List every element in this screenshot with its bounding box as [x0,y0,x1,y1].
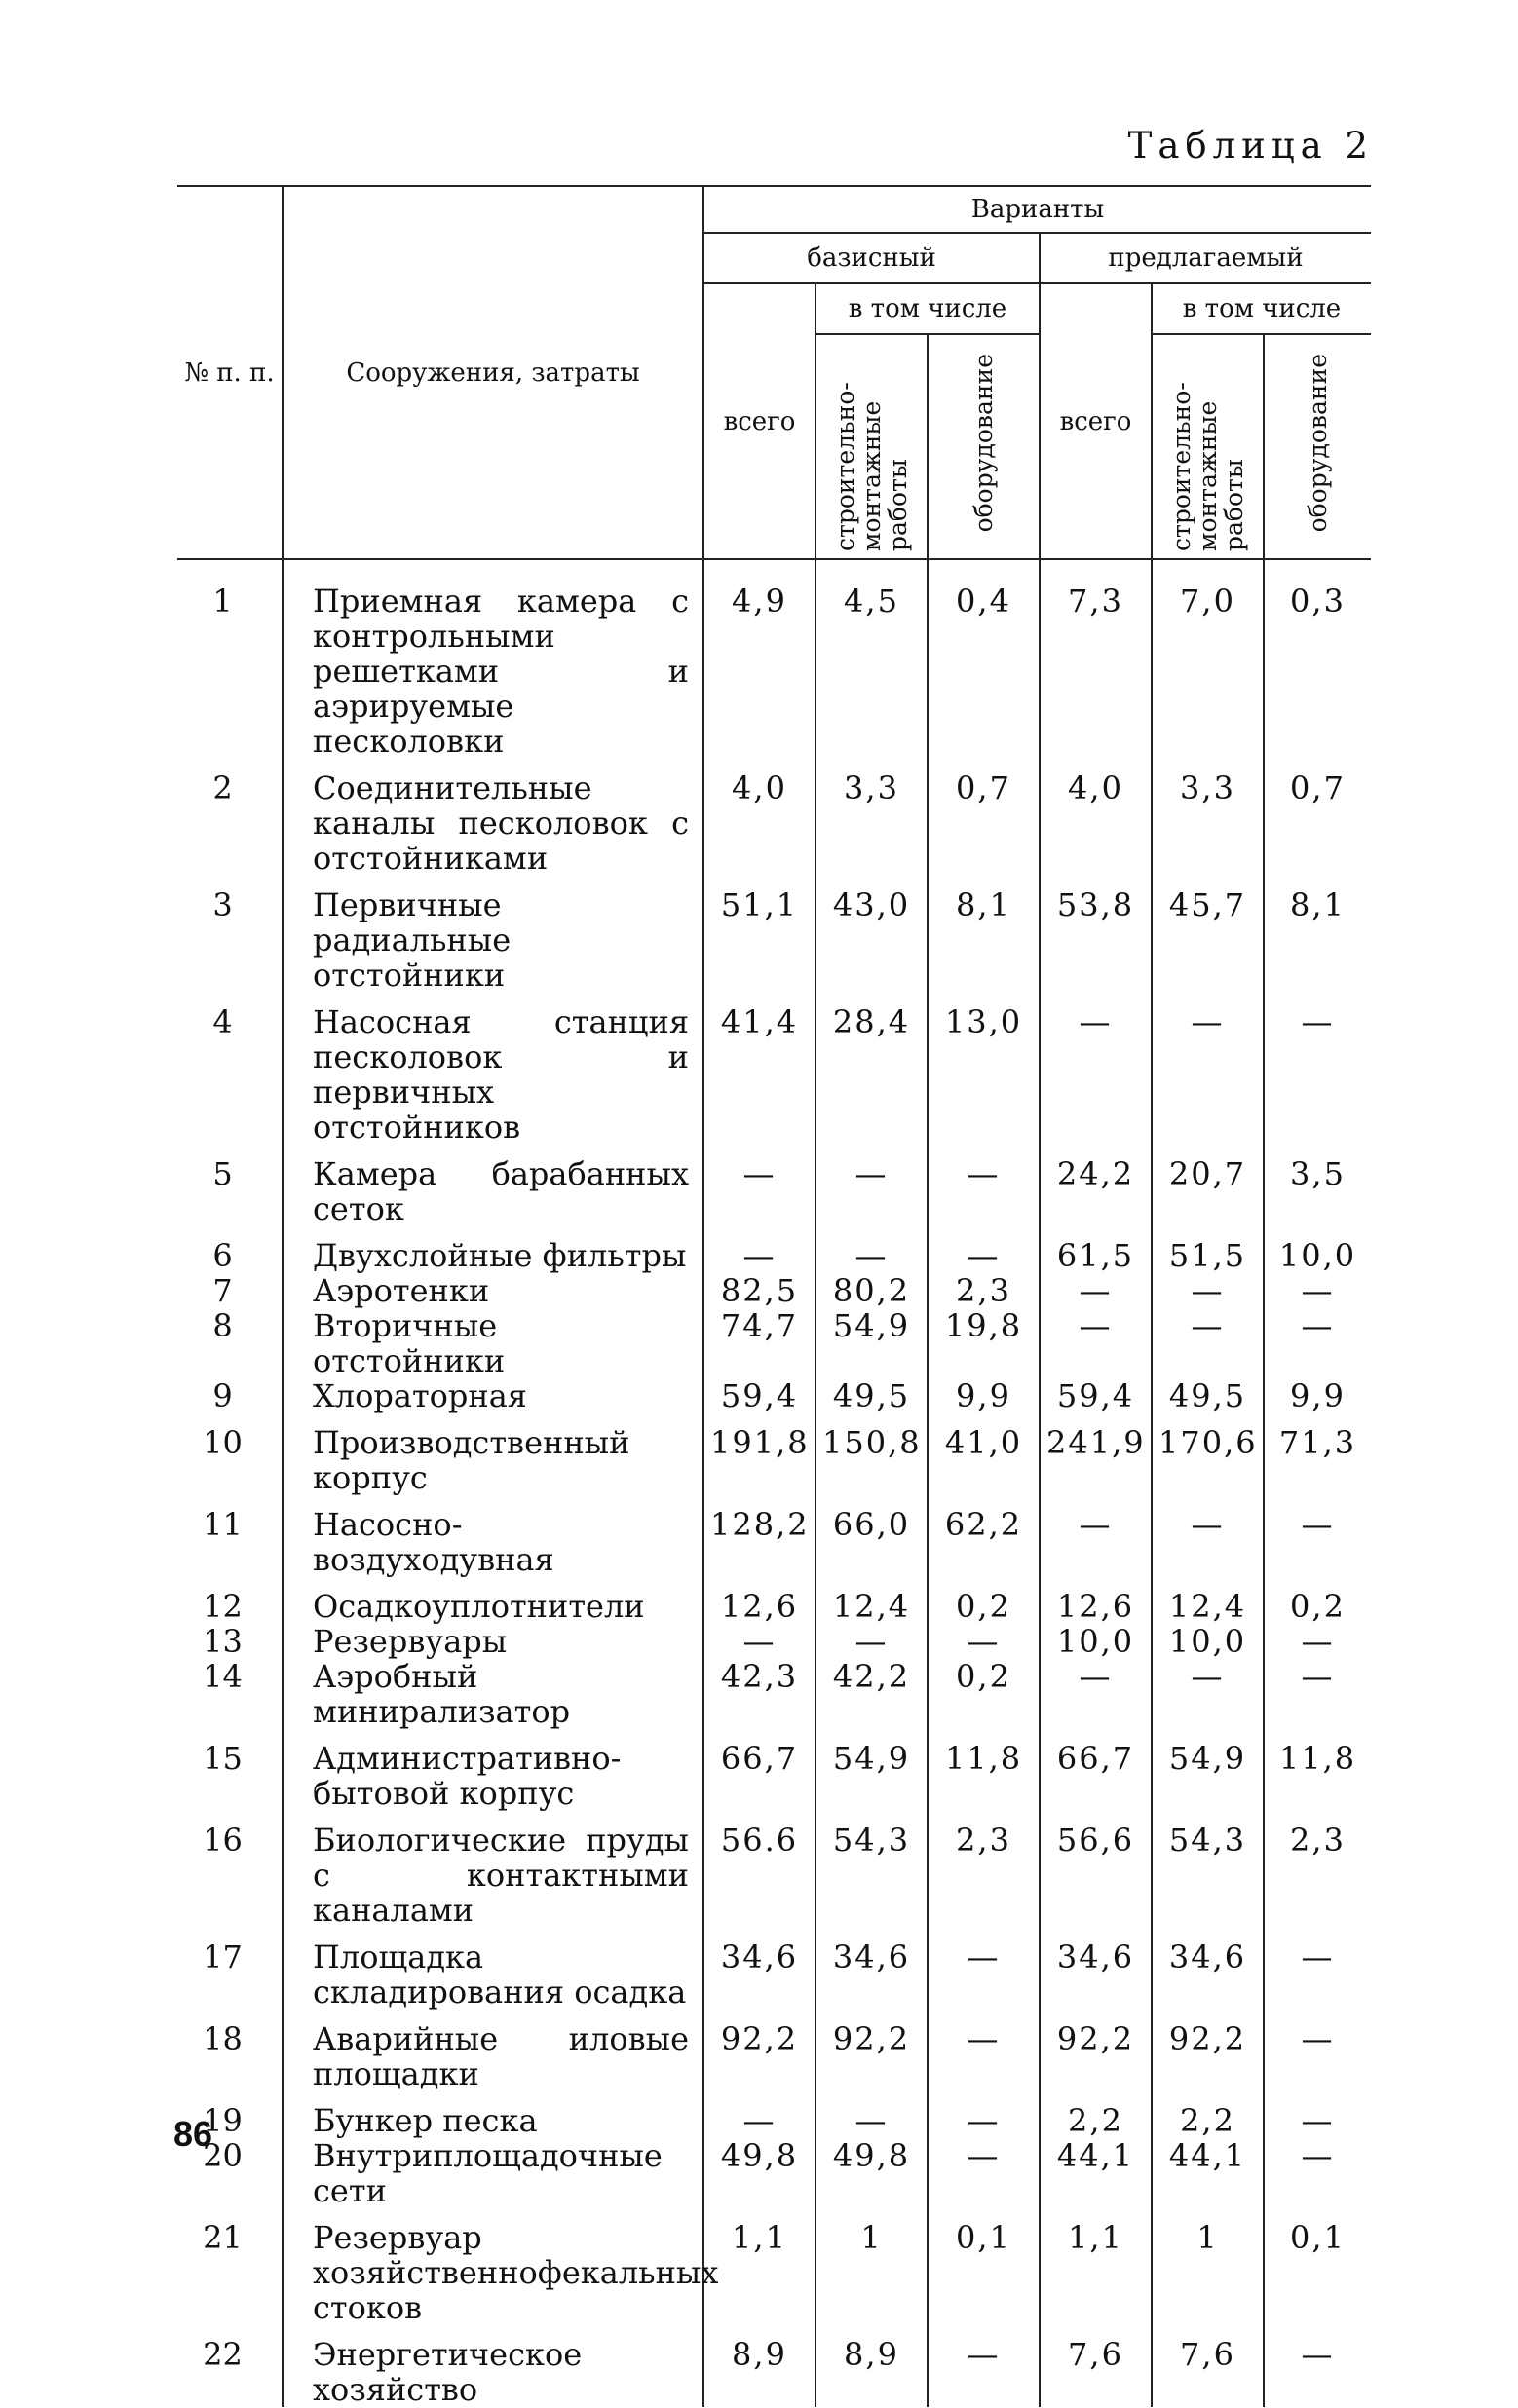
header-base-total: всего [703,283,816,559]
cell-b-eq: — [928,1226,1040,1273]
cell-b-cm: 80,2 [816,1273,928,1308]
cell-b-total: 41,4 [703,993,816,1145]
cell-b-eq: — [928,1928,1040,2010]
cell-p-eq: 8,1 [1264,876,1371,993]
row-name: Аэротенки [283,1273,703,1308]
table-row [177,2091,1371,2138]
row-number: 1 [212,583,233,620]
cell-b-cm: 28,4 [816,993,928,1145]
cell-p-total: — [1040,1495,1152,1577]
table-row [177,1811,1371,1928]
cell-p-total: 7,6 [1040,2325,1152,2407]
row-name: Аварийные иловые площадки [283,2010,703,2091]
cell-p-total: 241,9 [1040,1413,1152,1495]
cell-p-eq: — [1264,1928,1371,2010]
row-number: 14 [203,1658,243,1695]
cell-p-eq: — [1264,993,1371,1145]
row-name: Площадка складирования осадка [283,1928,703,2010]
header-proposed: предлагаемый [1040,233,1371,283]
cell-p-cm: 51,5 [1152,1226,1264,1273]
cell-b-total: — [703,1226,816,1273]
cell-p-eq: — [1264,1495,1371,1577]
costs-table [177,185,1371,2407]
cell-b-cm: 92,2 [816,2010,928,2091]
header-base-incl: в том числе [816,283,1040,334]
cell-p-cm: 20,7 [1152,1145,1264,1226]
row-number: 21 [203,2219,243,2256]
cell-b-cm: 12,4 [816,1577,928,1624]
cell-b-cm: 8,9 [816,2325,928,2407]
cell-b-total: 12,6 [703,1577,816,1624]
cell-p-eq: 10,0 [1264,1226,1371,1273]
cell-p-cm: — [1152,1273,1264,1308]
cell-b-cm: 49,5 [816,1378,928,1413]
row-number: 8 [212,1307,233,1344]
cell-p-total: — [1040,1308,1152,1378]
cell-b-eq: 8,1 [928,876,1040,993]
header-base-construction: строительно-монтажные работы [816,334,928,559]
cell-b-eq: 13,0 [928,993,1040,1145]
cell-p-cm: 7,6 [1152,2325,1264,2407]
cell-p-cm: 54,3 [1152,1811,1264,1928]
cell-b-total: — [703,1624,816,1659]
cell-b-eq: — [928,2138,1040,2208]
row-name: Приемная камера с контрольными решетками и аэрируемые песколовки [283,559,703,759]
cell-b-eq: — [928,1624,1040,1659]
cell-b-total: 42,3 [703,1659,816,1729]
cell-p-total: 61,5 [1040,1226,1152,1273]
row-name: Биологические пруды с контактными каналами [283,1811,703,1928]
row-number: 4 [212,1003,233,1040]
cell-b-eq: 0,4 [928,559,1040,759]
cell-p-total: 66,7 [1040,1729,1152,1811]
row-name: Осадкоуплотнители [283,1577,703,1624]
header-base: базисный [703,233,1040,283]
table-row [177,2325,1371,2407]
cell-p-eq: — [1264,2138,1371,2208]
table-caption: Таблица 2 [1127,125,1374,167]
row-number: 18 [203,2020,243,2057]
cell-b-eq: 19,8 [928,1308,1040,1378]
cell-p-total: 59,4 [1040,1378,1152,1413]
row-number: 11 [203,1506,243,1543]
cell-p-cm: 54,9 [1152,1729,1264,1811]
cell-b-total: 51,1 [703,876,816,993]
row-number: 20 [203,2137,243,2174]
table-row [177,1145,1371,1226]
row-number: 3 [212,886,233,923]
table-row [177,1308,1371,1378]
cell-p-cm: — [1152,1308,1264,1378]
cell-p-cm: 34,6 [1152,1928,1264,2010]
cell-b-eq: — [928,2091,1040,2138]
cell-b-total: 56.6 [703,1811,816,1928]
cell-b-cm: 42,2 [816,1659,928,1729]
cell-p-cm: 10,0 [1152,1624,1264,1659]
cell-b-cm: 54,3 [816,1811,928,1928]
row-number: 17 [203,1938,243,1975]
cell-b-total: 8,9 [703,2325,816,2407]
cell-b-cm: 49,8 [816,2138,928,2208]
cell-b-cm: 150,8 [816,1413,928,1495]
row-name: Производственный корпус [283,1413,703,1495]
cell-p-cm: 1 [1152,2208,1264,2325]
header-name: Сооружения, затраты [283,186,703,559]
table-row [177,1928,1371,2010]
table-row [177,876,1371,993]
cell-b-total: 191,8 [703,1413,816,1495]
table-row [177,1624,1371,1659]
table-row [177,2010,1371,2091]
row-number: 15 [203,1740,243,1777]
cell-p-cm: 170,6 [1152,1413,1264,1495]
cell-b-eq: — [928,2010,1040,2091]
header-proposed-equipment: оборудование [1264,334,1371,559]
cell-b-total: 82,5 [703,1273,816,1308]
table-row [177,2208,1371,2325]
cell-b-total: 34,6 [703,1928,816,2010]
table-row [177,1577,1371,1624]
cell-p-cm: 12,4 [1152,1577,1264,1624]
cell-p-eq: — [1264,2010,1371,2091]
cell-p-eq: 0,1 [1264,2208,1371,2325]
cell-p-eq: 71,3 [1264,1413,1371,1495]
cell-b-eq: 0,2 [928,1577,1040,1624]
cell-b-total: 1,1 [703,2208,816,2325]
cell-p-cm: 2,2 [1152,2091,1264,2138]
header-variants: Варианты [703,186,1371,233]
cell-p-total: 53,8 [1040,876,1152,993]
row-name: Насосно-воздуходувная [283,1495,703,1577]
cell-p-cm: — [1152,1495,1264,1577]
cell-p-total: — [1040,1273,1152,1308]
cell-b-total: 4,0 [703,759,816,876]
cell-p-eq: 9,9 [1264,1378,1371,1413]
row-name: Камера барабанных сеток [283,1145,703,1226]
table-row [177,559,1371,759]
cell-b-cm: — [816,1624,928,1659]
cell-b-cm: 66,0 [816,1495,928,1577]
cell-b-total: 66,7 [703,1729,816,1811]
cell-p-eq: 3,5 [1264,1145,1371,1226]
cell-p-total: — [1040,1659,1152,1729]
table-row [177,1729,1371,1811]
row-name: Соединительные каналы песколовок с отстойниками [283,759,703,876]
cell-p-cm: — [1152,993,1264,1145]
header-proposed-incl: в том числе [1152,283,1371,334]
row-name: Насосная станция песколовок и первичных отстойников [283,993,703,1145]
cell-b-total: 59,4 [703,1378,816,1413]
table-row [177,1226,1371,1273]
cell-p-cm: 49,5 [1152,1378,1264,1413]
page-number: 86 [173,2114,213,2154]
cell-p-total: — [1040,993,1152,1145]
cell-b-total: 49,8 [703,2138,816,2208]
row-number: 9 [212,1377,233,1414]
row-name: Вторичные отстойники [283,1308,703,1378]
row-name: Аэробный минирализатор [283,1659,703,1729]
cell-p-eq: 0,7 [1264,759,1371,876]
cell-p-cm: 44,1 [1152,2138,1264,2208]
cell-b-cm: — [816,1145,928,1226]
row-name: Первичные радиальные отстойники [283,876,703,993]
table-header [177,186,1371,559]
row-number: 5 [212,1155,233,1192]
cell-b-cm: 43,0 [816,876,928,993]
cell-b-total: — [703,1145,816,1226]
table-row [177,2138,1371,2208]
row-number: 13 [203,1623,243,1660]
row-number: 12 [203,1588,243,1625]
cell-b-cm: 54,9 [816,1308,928,1378]
row-number: 10 [203,1424,243,1461]
cell-b-eq: 62,2 [928,1495,1040,1577]
cell-b-eq: 9,9 [928,1378,1040,1413]
cell-p-total: 92,2 [1040,2010,1152,2091]
cell-p-eq: — [1264,1659,1371,1729]
cell-p-total: 44,1 [1040,2138,1152,2208]
cell-p-total: 10,0 [1040,1624,1152,1659]
cell-p-eq: — [1264,2091,1371,2138]
cell-p-total: 24,2 [1040,1145,1152,1226]
table-row [177,1378,1371,1413]
table-row [177,1495,1371,1577]
cell-b-eq: 2,3 [928,1273,1040,1308]
cell-p-eq: 2,3 [1264,1811,1371,1928]
row-number: 16 [203,1822,243,1859]
row-number: 22 [203,2336,243,2373]
row-name: Резервуары [283,1624,703,1659]
table-row [177,759,1371,876]
cell-b-cm: 1 [816,2208,928,2325]
cell-b-total: 74,7 [703,1308,816,1378]
header-no: № п. п. [177,186,283,559]
cell-b-total: 92,2 [703,2010,816,2091]
cell-b-eq: 11,8 [928,1729,1040,1811]
cell-p-total: 2,2 [1040,2091,1152,2138]
cell-p-total: 4,0 [1040,759,1152,876]
row-name: Двухслойные фильтры [283,1226,703,1273]
cell-b-total: 128,2 [703,1495,816,1577]
header-proposed-total: всего [1040,283,1152,559]
cell-b-cm: — [816,2091,928,2138]
table-row [177,1273,1371,1308]
table-row [177,993,1371,1145]
cell-b-eq: 2,3 [928,1811,1040,1928]
cell-p-cm: 92,2 [1152,2010,1264,2091]
cell-b-cm: 3,3 [816,759,928,876]
row-number: 2 [212,770,233,807]
cell-b-total: — [703,2091,816,2138]
row-name: Энергетическое хозяйство [283,2325,703,2407]
header-proposed-construction: строительно-монтажные работы [1152,334,1264,559]
cell-b-cm: 34,6 [816,1928,928,2010]
cell-b-cm: — [816,1226,928,1273]
table-row [177,1659,1371,1729]
cell-b-eq: 0,2 [928,1659,1040,1729]
cell-b-cm: 54,9 [816,1729,928,1811]
cell-p-total: 12,6 [1040,1577,1152,1624]
cell-p-eq: — [1264,1308,1371,1378]
cell-p-total: 1,1 [1040,2208,1152,2325]
cell-b-eq: 0,7 [928,759,1040,876]
cell-b-eq: 0,1 [928,2208,1040,2325]
row-number: 19 [203,2102,243,2139]
cell-p-total: 7,3 [1040,559,1152,759]
cell-b-total: 4,9 [703,559,816,759]
cell-p-eq: — [1264,1624,1371,1659]
cell-p-total: 34,6 [1040,1928,1152,2010]
row-name: Внутриплощадочные сети [283,2138,703,2208]
header-base-equipment: оборудование [928,334,1040,559]
cell-p-total: 56,6 [1040,1811,1152,1928]
row-name: Хлораторная [283,1378,703,1413]
cell-b-eq: 41,0 [928,1413,1040,1495]
row-number: 7 [212,1272,233,1309]
cell-b-eq: — [928,1145,1040,1226]
row-name: Резервуар хозяйственнофекальных стоков [283,2208,703,2325]
cell-b-eq: — [928,2325,1040,2407]
cell-p-eq: 0,2 [1264,1577,1371,1624]
row-name: Административно-бытовой корпус [283,1729,703,1811]
table-row [177,1413,1371,1495]
cell-p-cm: 45,7 [1152,876,1264,993]
cell-p-eq: — [1264,2325,1371,2407]
cell-p-cm: 7,0 [1152,559,1264,759]
table-body [177,559,1371,2407]
cell-p-eq: — [1264,1273,1371,1308]
cell-p-eq: 0,3 [1264,559,1371,759]
cell-p-eq: 11,8 [1264,1729,1371,1811]
cell-p-cm: — [1152,1659,1264,1729]
row-number: 6 [212,1237,233,1274]
row-name: Бункер песка [283,2091,703,2138]
cell-b-cm: 4,5 [816,559,928,759]
cell-p-cm: 3,3 [1152,759,1264,876]
